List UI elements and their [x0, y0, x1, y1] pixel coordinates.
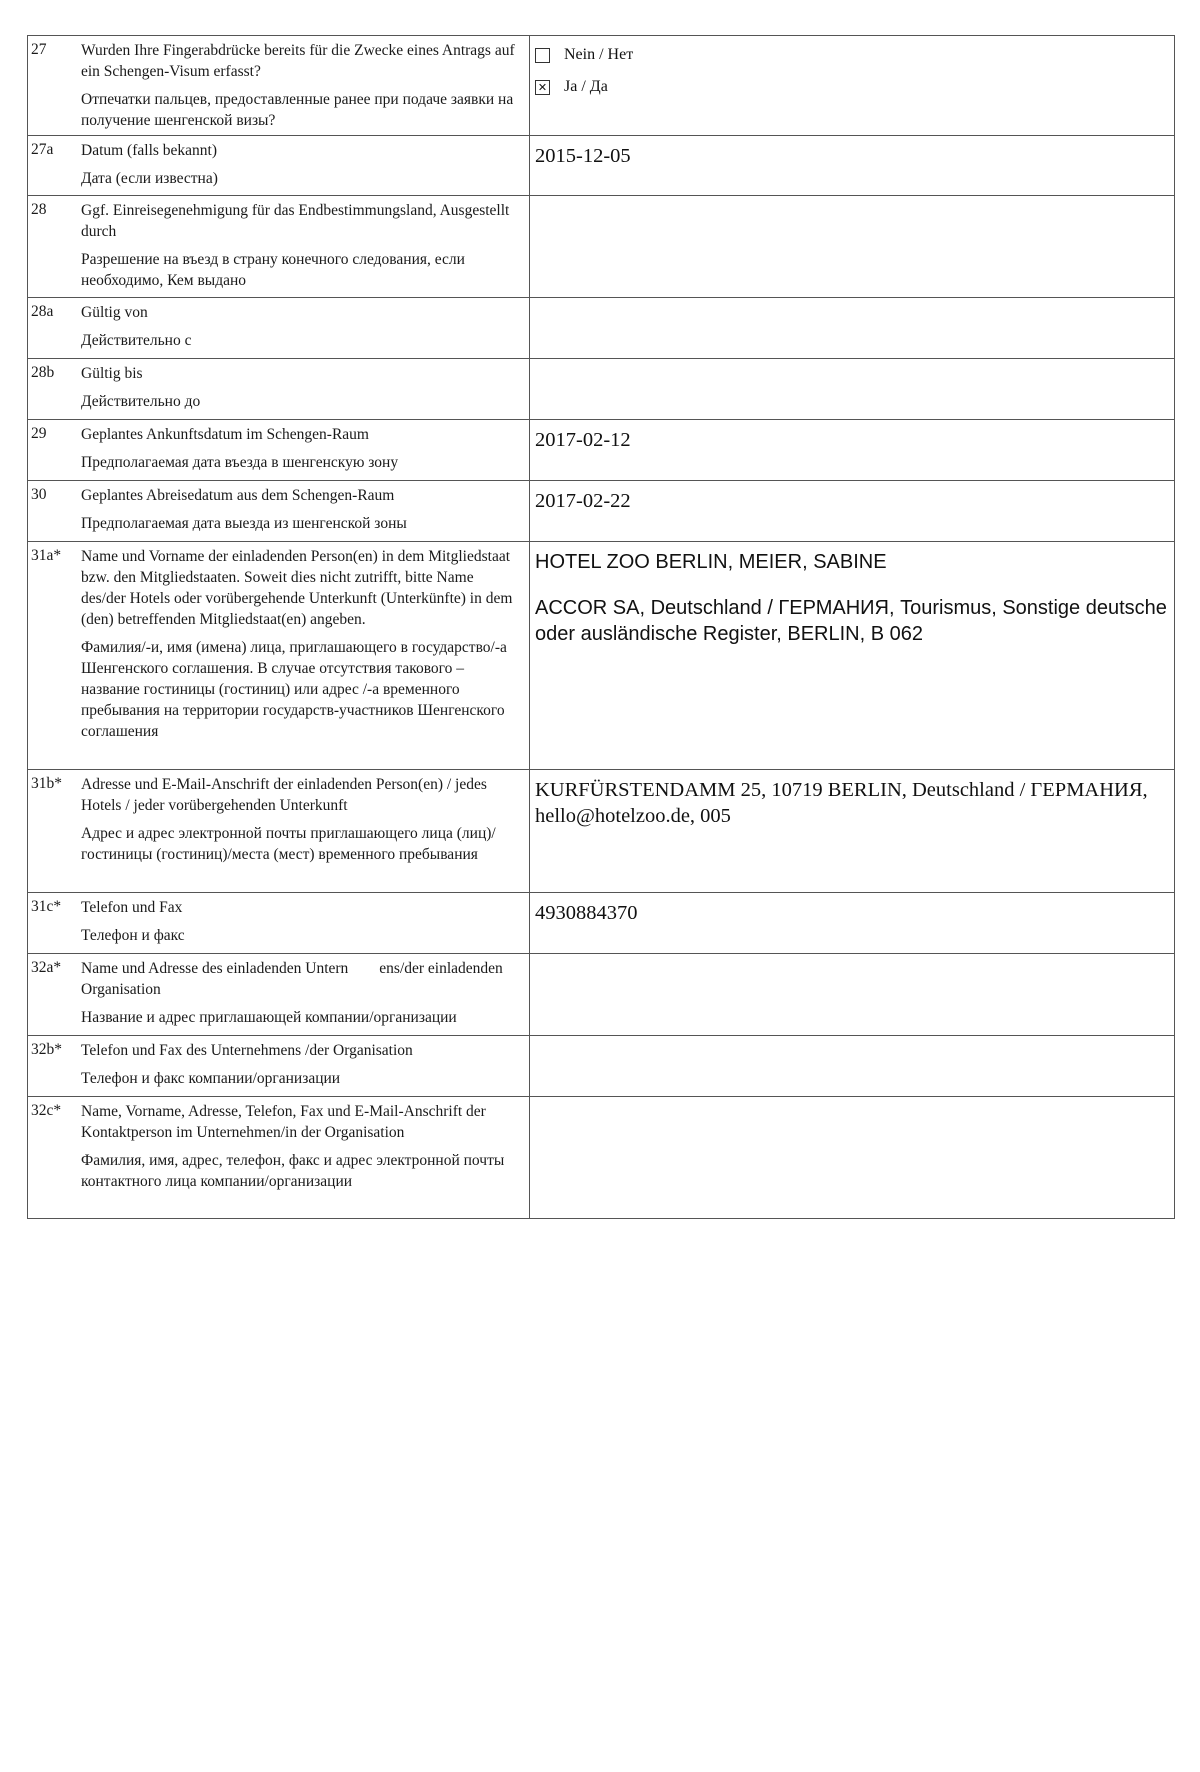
label-german: Telefon und Fax des Unternehmens /der Organisation [81, 1042, 413, 1059]
label-german: Telefon und Fax [81, 899, 183, 916]
label-german: Name und Vorname der einladenden Person(en) in dem Mitgliedstaat bzw. den Mitgliedstaaten. Soweit dies nicht zutrifft, bitte Name des/der Hotels oder vorübergehende Unterkunft (Unterkünfte) in dem (den) betreffenden Mitgliedstaat(en) angeben. [81, 548, 513, 628]
label-russian: Предполагаемая дата выезда из шенгенской зоны [81, 515, 407, 532]
label-russian: Разрешение на въезд в страну конечного следования, если необходимо, Кем выдано [81, 251, 465, 289]
option-no[interactable] [535, 46, 1169, 64]
fingerprint-options [530, 36, 1175, 136]
field-label [78, 481, 530, 542]
form-row-31a [28, 542, 1175, 770]
field-number: 28b [28, 359, 79, 420]
form-row-32a [28, 954, 1175, 1036]
field-value[interactable]: 2015-12-05 [530, 136, 1175, 196]
value-line-2: ACCOR SA, Deutschland / ГЕРМАНИЯ, Tourismus, Sonstige deutsche oder ausländische Register, BERLIN, B 062 [535, 597, 1167, 645]
option-yes-label: Ja / Да [564, 78, 608, 95]
form-row-28a [28, 298, 1175, 359]
field-label [78, 136, 530, 196]
field-value[interactable] [530, 196, 1175, 298]
field-label [78, 1036, 530, 1097]
label-german: Datum (falls bekannt) [81, 142, 218, 159]
form-row-31b [28, 770, 1175, 893]
field-number: 27 [28, 36, 79, 136]
field-label [78, 542, 530, 770]
label-russian: Фамилия, имя, адрес, телефон, факс и адрес электронной почты контактного лица компании/организации [81, 1152, 505, 1190]
label-russian: Отпечатки пальцев, предоставленные ранее при подаче заявки на получение шенгенской визы? [81, 91, 514, 129]
label-russian: Название и адрес приглашающей компании/организации [81, 1009, 457, 1026]
field-number: 32c* [28, 1097, 79, 1219]
field-label [78, 420, 530, 481]
label-russian: Телефон и факс компании/организации [81, 1070, 341, 1087]
label-german: Ggf. Einreisegenehmigung für das Endbestimmungsland, Ausgestellt durch [81, 202, 510, 240]
label-russian: Фамилия/-и, имя (имена) лица, приглашающего в государство/-а Шенгенского соглашения. В случае отсутствия такового – название гостиницы (гостиниц) или адрес /-а временного пребывания на территории государств-участников Шенгенского соглашения [81, 639, 507, 740]
field-value[interactable]: 2017-02-22 [530, 481, 1175, 542]
field-label [78, 298, 530, 359]
field-number: 28 [28, 196, 79, 298]
field-number: 27a [28, 136, 79, 196]
field-number: 31c* [28, 893, 79, 954]
label-german: Geplantes Abreisedatum aus dem Schengen-Raum [81, 487, 395, 504]
checkbox-no[interactable] [535, 48, 550, 63]
field-value[interactable] [530, 954, 1175, 1036]
form-row-28b [28, 359, 1175, 420]
field-value[interactable] [530, 1097, 1175, 1219]
field-number: 28a [28, 298, 79, 359]
field-value[interactable]: KURFÜRSTENDAMM 25, 10719 BERLIN, Deutschland / ГЕРМАНИЯ, hello@hotelzoo.de, 005 [530, 770, 1175, 893]
label-russian: Действительно до [81, 393, 201, 410]
field-label [78, 1097, 530, 1219]
form-row-29 [28, 420, 1175, 481]
field-value[interactable] [530, 542, 1175, 770]
visa-form-table [27, 35, 1175, 1219]
label-german: Gültig von [81, 304, 148, 321]
form-row-27 [28, 36, 1175, 136]
form-row-32b [28, 1036, 1175, 1097]
field-number: 30 [28, 481, 79, 542]
field-label [78, 196, 530, 298]
field-number: 31b* [28, 770, 79, 893]
label-german: Adresse und E-Mail-Anschrift der einladenden Person(en) / jedes Hotels / jeder vorübergehenden Unterkunft [81, 776, 487, 814]
form-row-30 [28, 481, 1175, 542]
form-row-31c [28, 893, 1175, 954]
field-number: 32b* [28, 1036, 79, 1097]
field-label [78, 954, 530, 1036]
field-value[interactable]: 4930884370 [530, 893, 1175, 954]
label-russian: Предполагаемая дата въезда в шенгенскую зону [81, 454, 399, 471]
form-row-27a [28, 136, 1175, 196]
label-russian: Дата (если известна) [81, 170, 218, 187]
value-line-1: HOTEL ZOO BERLIN, MEIER, SABINE [535, 551, 887, 573]
label-german: Name und Adresse des einladenden Untern ens/der einladenden Organisation [81, 960, 507, 998]
label-russian: Телефон и факс [81, 927, 185, 944]
field-label [78, 893, 530, 954]
checkbox-yes[interactable]: ✕ [535, 80, 550, 95]
option-no-label: Nein / Нет [564, 46, 634, 63]
field-value[interactable] [530, 359, 1175, 420]
field-label [78, 359, 530, 420]
field-number: 29 [28, 420, 79, 481]
field-label [78, 770, 530, 893]
field-label [78, 36, 530, 136]
label-german: Geplantes Ankunftsdatum im Schengen-Raum [81, 426, 369, 443]
field-number: 31a* [28, 542, 79, 770]
option-yes[interactable] [535, 78, 1169, 96]
label-russian: Действительно с [81, 332, 192, 349]
label-german: Gültig bis [81, 365, 143, 382]
label-german: Wurden Ihre Fingerabdrücke bereits für die Zwecke eines Antrags auf ein Schengen-Visum erfasst? [81, 42, 515, 80]
field-value[interactable] [530, 298, 1175, 359]
form-row-28 [28, 196, 1175, 298]
field-value[interactable] [530, 1036, 1175, 1097]
label-german: Name, Vorname, Adresse, Telefon, Fax und E-Mail-Anschrift der Kontaktperson im Unternehmen/in der Organisation [81, 1103, 486, 1141]
field-number: 32a* [28, 954, 79, 1036]
form-row-32c [28, 1097, 1175, 1219]
field-value[interactable]: 2017-02-12 [530, 420, 1175, 481]
label-russian: Адрес и адрес электронной почты приглашающего лица (лиц)/гостиницы (гостиниц)/места (мест) временного пребывания [81, 825, 496, 863]
